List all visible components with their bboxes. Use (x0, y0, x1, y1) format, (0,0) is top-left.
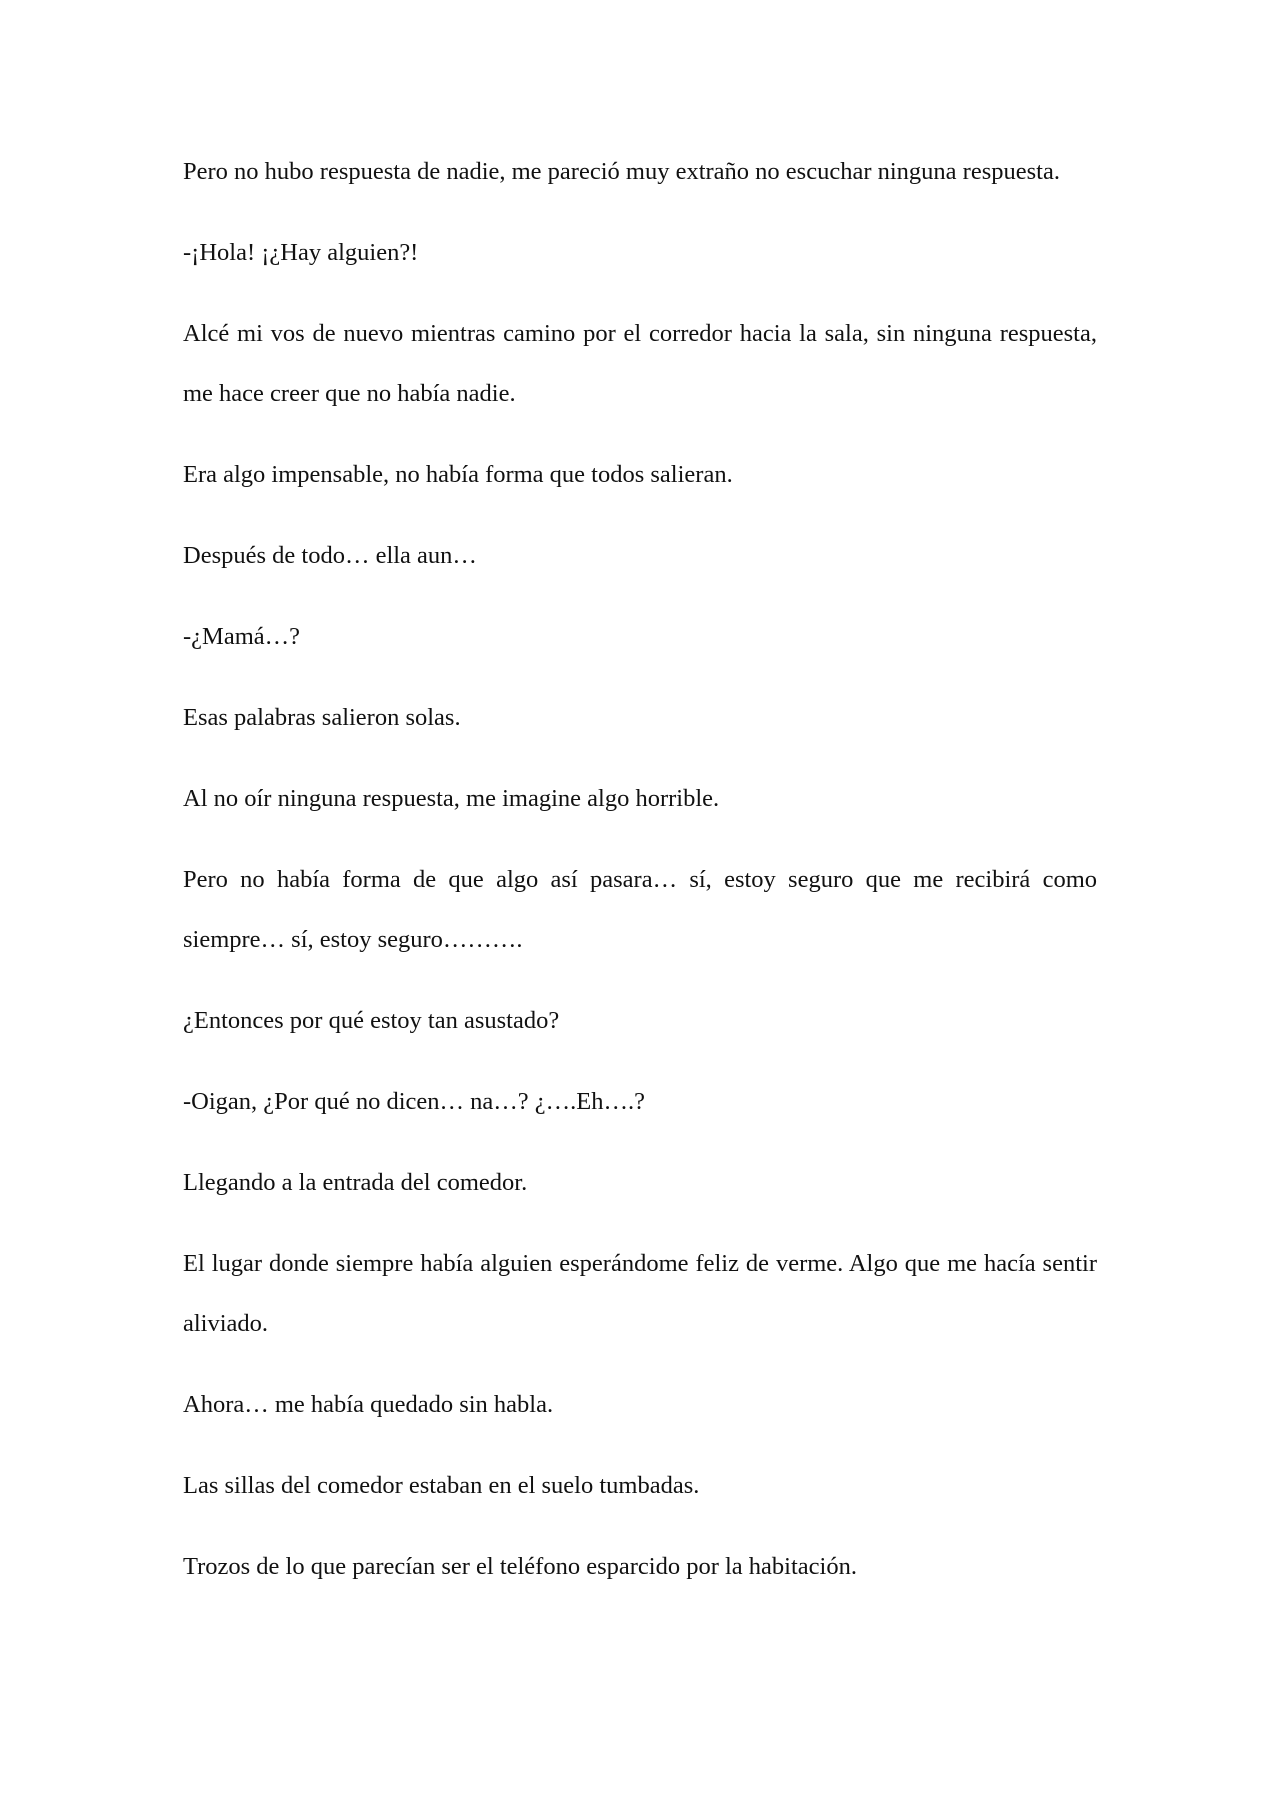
paragraph: Trozos de lo que parecían ser el teléfono esparcido por la habitación. (183, 1553, 857, 1580)
paragraph: Después de todo… ella aun… (183, 542, 477, 569)
paragraph: ¿Entonces por qué estoy tan asustado? (183, 1007, 560, 1034)
paragraph: Era algo impensable, no había forma que todos salieran. (183, 461, 733, 488)
paragraph: Esas palabras salieron solas. (183, 704, 461, 731)
paragraph: -Oigan, ¿Por qué no dicen… na…? ¿….Eh….? (183, 1088, 645, 1115)
paragraph: Al no oír ninguna respuesta, me imagine algo horrible. (183, 785, 720, 812)
paragraph: Pero no hubo respuesta de nadie, me pareció muy extraño no escuchar ninguna respuesta. (183, 158, 1060, 185)
paragraph: -¿Mamá…? (183, 623, 300, 650)
paragraph: -¡Hola! ¡¿Hay alguien?! (183, 239, 419, 266)
paragraph: El lugar donde siempre había alguien esperándome feliz de verme. Algo que me hacía sentir aliviado. (183, 1250, 1097, 1337)
paragraph: Pero no había forma de que algo así pasara… sí, estoy seguro que me recibirá como siempre… sí, estoy seguro………. (183, 866, 1097, 953)
paragraph: Alcé mi vos de nuevo mientras camino por el corredor hacia la sala, sin ninguna respuesta, me hace creer que no había nadie. (183, 320, 1097, 407)
paragraph: Llegando a la entrada del comedor. (183, 1169, 528, 1196)
text-body (183, 142, 1097, 1618)
paragraph: Las sillas del comedor estaban en el suelo tumbadas. (183, 1472, 700, 1499)
paragraph: Ahora… me había quedado sin habla. (183, 1391, 554, 1418)
